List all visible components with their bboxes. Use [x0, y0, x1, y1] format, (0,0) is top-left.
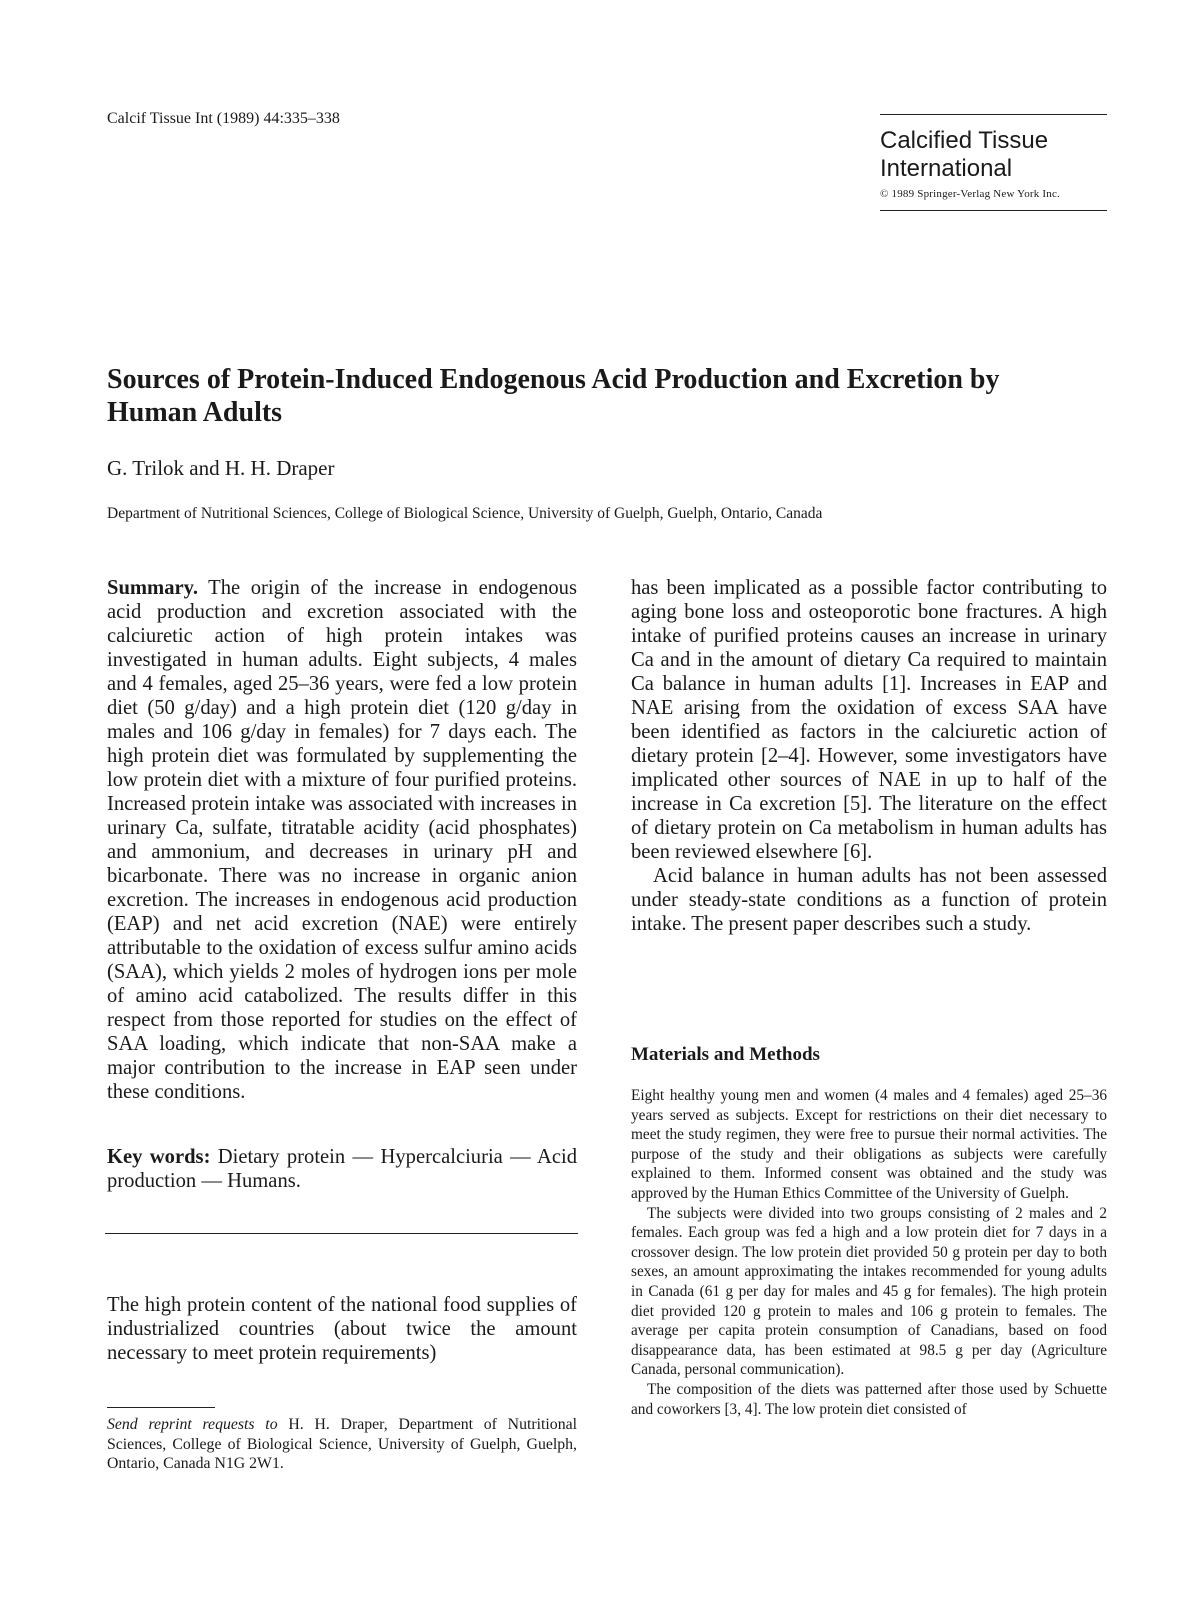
intro-paragraph: Acid balance in human adults has not been assessed under steady-state conditions as a function of protein intake. The present paper describes such a study.	[631, 865, 1107, 935]
section-divider	[105, 1233, 578, 1234]
footnote-rule	[107, 1407, 215, 1408]
introduction-paragraph-start: The high protein content of the national food supplies of industrialized countries (about twice the amount necessary to meet protein requirements)	[107, 1294, 577, 1364]
methods-body	[631, 1086, 1107, 1419]
methods-paragraph: The composition of the diets was patterned after those used by Schuette and coworkers [3, 4]. The low protein diet consisted of	[631, 1380, 1107, 1418]
article-authors: G. Trilok and H. H. Draper	[107, 456, 335, 480]
journal-name: Calcified Tissue International	[880, 127, 1049, 182]
author-affiliation: Department of Nutritional Sciences, College of Biological Science, University of Guelph, Guelph, Ontario, Canada	[107, 505, 823, 522]
summary-text: The origin of the increase in endogenous acid production and excretion associated with the calciuretic action of high protein intakes was investigated in human adults. Eight subjects, 4 males and 4 females, aged 25–36 years, were fed a low protein diet (50 g/day) and a high protein diet (120 g/day in males and 106 g/day in females) for 7 days each. The high protein diet was formulated by supplementing the low protein diet with a mixture of four purified proteins. Increased protein intake was associated with increases in urinary Ca, sulfate, titratable acidity (acid phosphates) and ammonium, and decreases in urinary pH and bicarbonate. There was no increase in organic anion excretion. The increases in endogenous acid production (EAP) and net acid excretion (NAE) were entirely attributable to the oxidation of excess sulfur amino acids (SAA), which yields 2 moles of hydrogen ions per mole of amino acid catabolized. The results differ in this respect from those reported for studies on the effect of SAA loading, which indicate that non-SAA make a major contribution to the increase in EAP seen under these conditions.	[107, 577, 577, 1103]
copyright-notice: © 1989 Springer-Verlag New York Inc.	[880, 188, 1061, 200]
article-title: Sources of Protein-Induced Endogenous Acid Production and Excretion by Human Adults	[107, 364, 1000, 428]
introduction-continued	[631, 576, 1107, 936]
section-heading-methods: Materials and Methods	[631, 1044, 820, 1065]
reprint-footnote	[107, 1415, 577, 1474]
intro-paragraph: has been implicated as a possible factor contributing to aging bone loss and osteoporotic bone fractures. A high intake of purified proteins causes an increase in urinary Ca and in the amount of dietary Ca required to maintain Ca balance in human adults [1]. Increases in EAP and NAE arising from the oxidation of excess SAA have been identified as factors in the calciuretic action of dietary protein [2–4]. However, some investigators have implicated other sources of NAE in up to half of the increase in Ca excretion [5]. The literature on the effect of dietary protein on Ca metabolism in human adults has been reviewed elsewhere [6].	[631, 577, 1107, 863]
methods-paragraph: Eight healthy young men and women (4 males and 4 females) aged 25–36 years served as subjects. Except for restrictions on their diet necessary to meet the study regimen, they were free to pursue their normal activities. The purpose of the study and their obligations as subjects were carefully explained to them. Informed consent was obtained and the study was approved by the Human Ethics Committee of the University of Guelph.	[631, 1087, 1107, 1202]
keywords-paragraph	[107, 1145, 577, 1193]
methods-paragraph: The subjects were divided into two groups consisting of 2 males and 2 females. Each group was fed a high and a low protein diet for 7 days in a crossover design. The low protein diet provided 50 g protein per day to both sexes, an amount approximating the intakes recommended for young adults in Canada (61 g per day for males and 45 g for females). The high protein diet provided 120 g protein to males and 106 g protein to females. The average per capita protein consumption of Canadians, based on food disappearance data, has been estimated at 98.5 g per day (Agriculture Canada, personal communication).	[631, 1204, 1107, 1379]
footnote-label: Send reprint requests to	[107, 1416, 278, 1433]
keywords-text: Dietary protein — Hypercalciuria — Acid production — Humans.	[107, 1146, 577, 1192]
journal-citation: Calcif Tissue Int (1989) 44:335–338	[107, 110, 340, 127]
keywords-label: Key words:	[107, 1146, 211, 1168]
summary-label: Summary.	[107, 577, 198, 599]
journal-masthead	[880, 114, 1107, 211]
footnote-text: H. H. Draper, Department of Nutritional Sciences, College of Biological Science, University of Guelph, Guelph, Ontario, Canada N1G 2W1.	[107, 1416, 577, 1472]
summary-paragraph	[107, 576, 577, 1104]
